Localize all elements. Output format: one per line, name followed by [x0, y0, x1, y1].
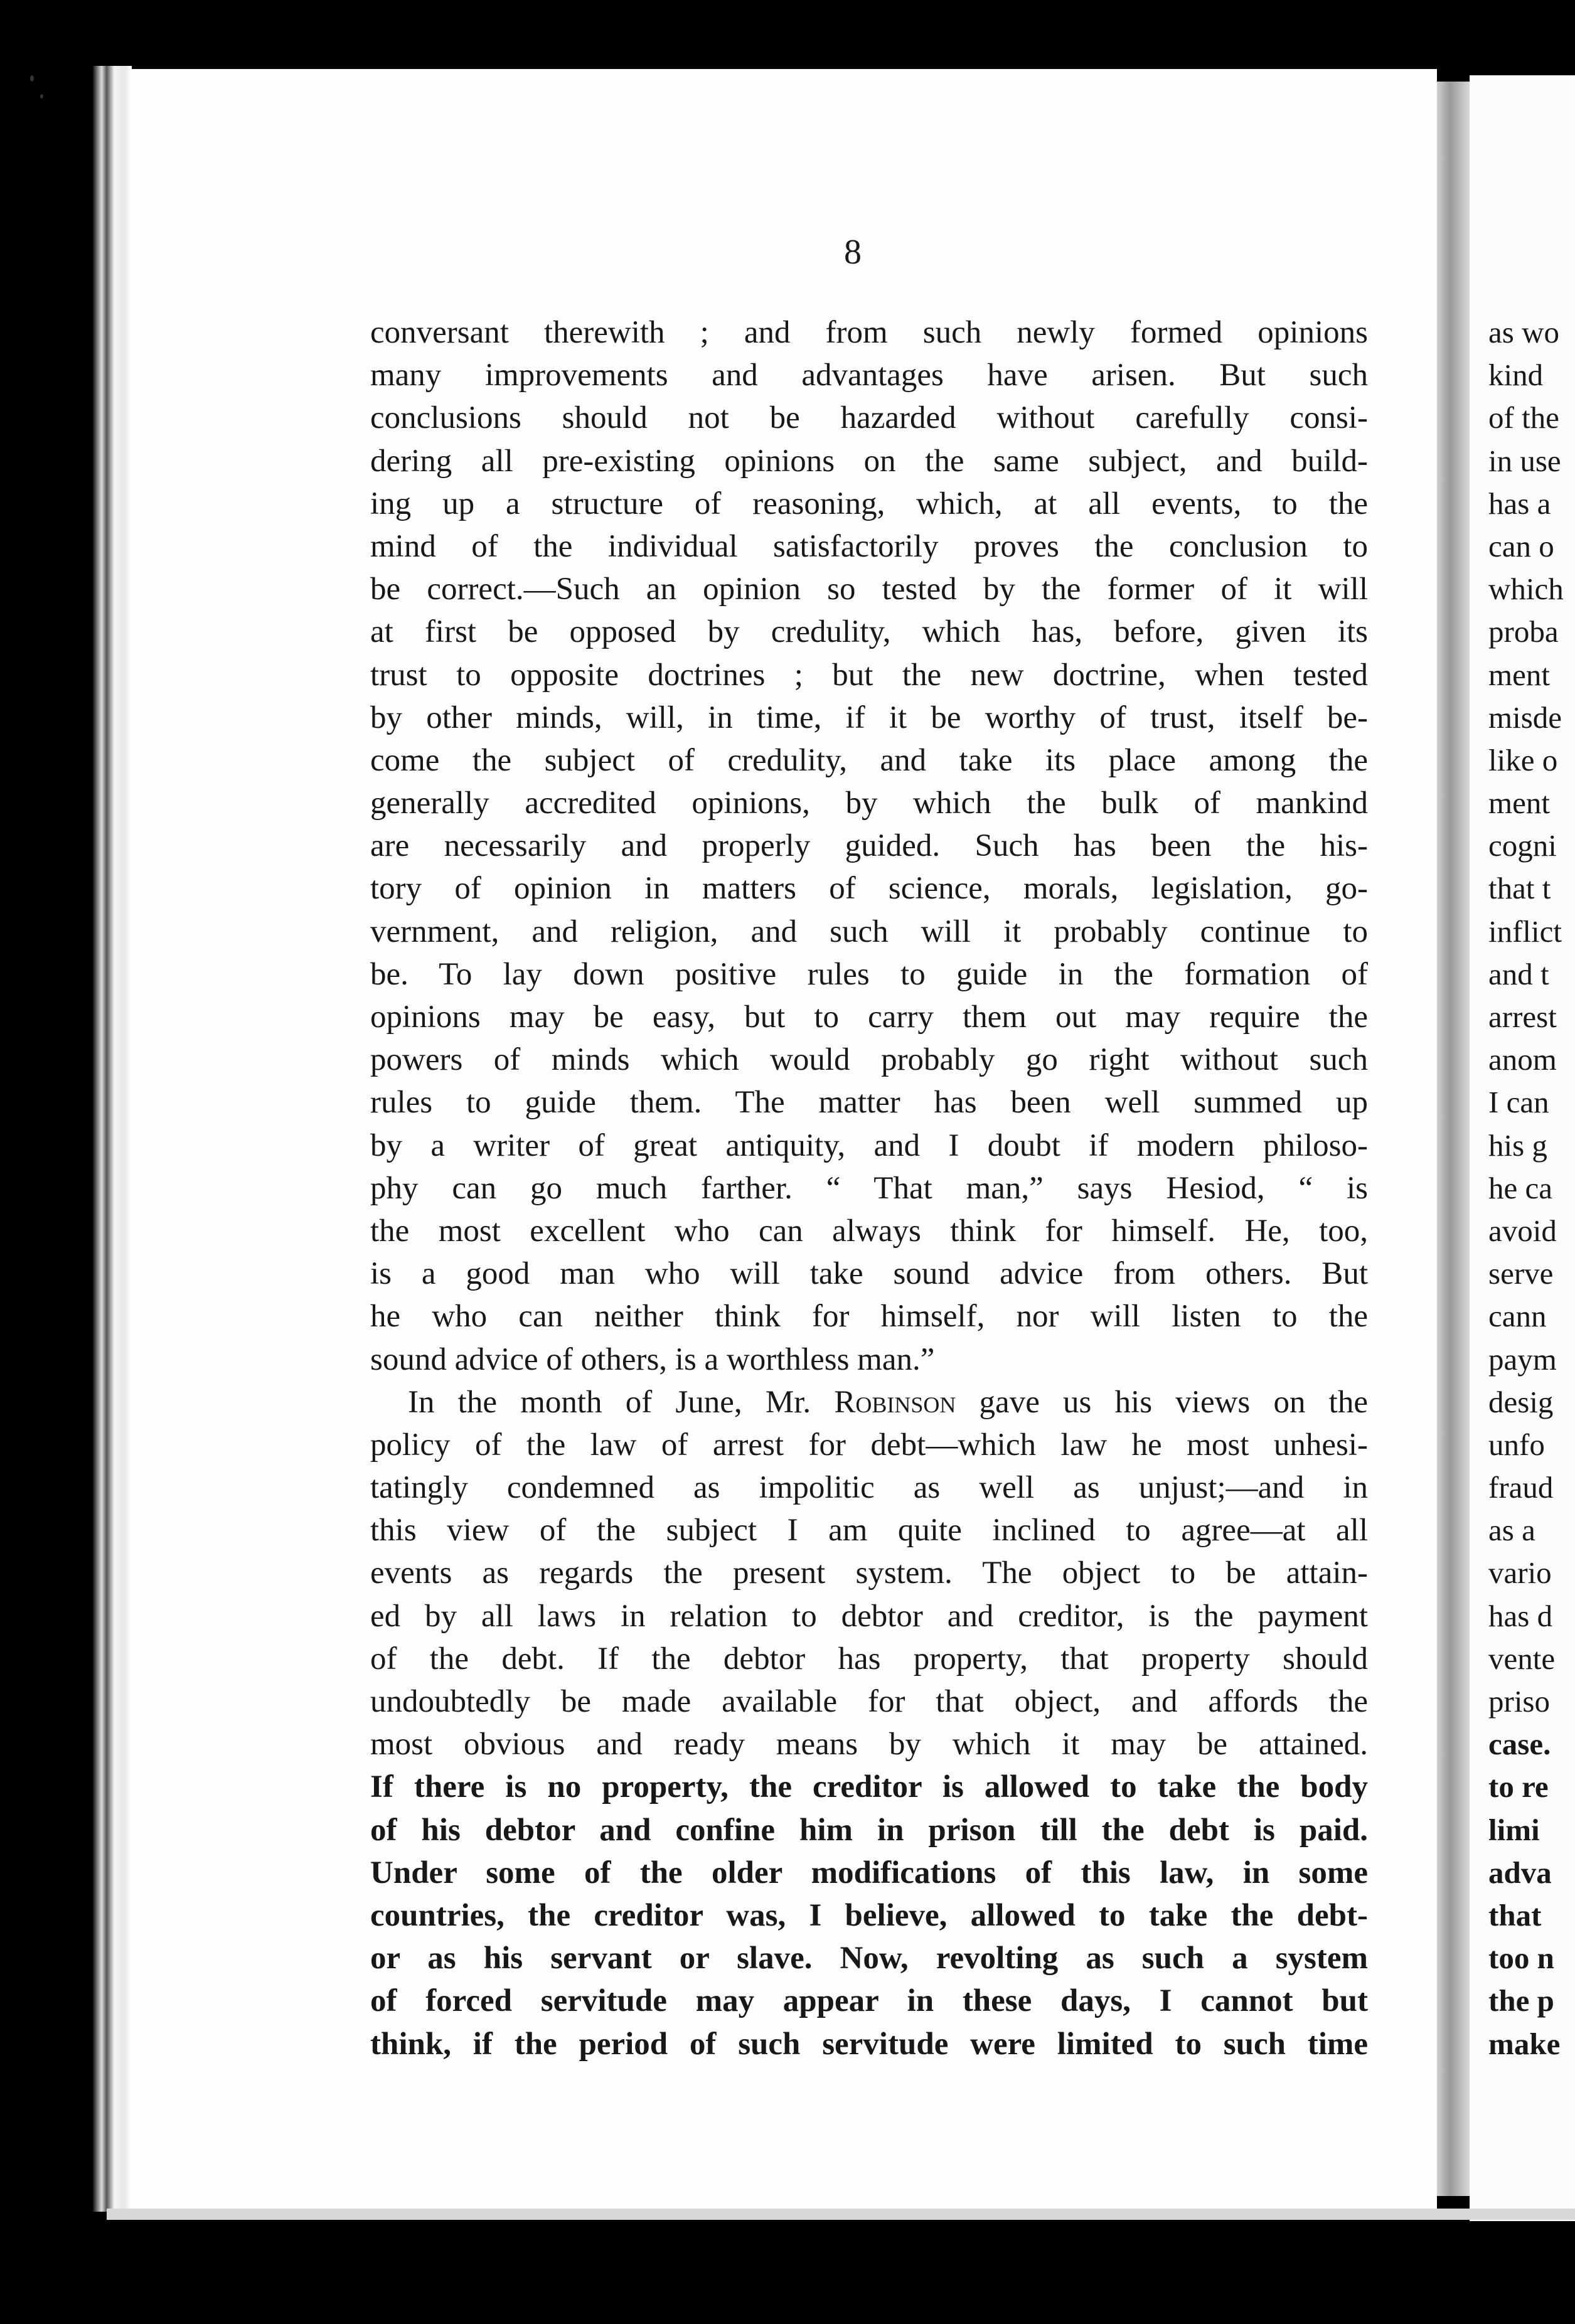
page-binding-edge: [93, 66, 132, 2212]
facing-text-line: the p: [1488, 1983, 1554, 2018]
paragraph-first-line: [370, 1381, 1368, 1424]
facing-text-line: he ca: [1488, 1170, 1552, 1205]
facing-text-line: his g: [1488, 1127, 1547, 1163]
text-line: by a writer of great antiquity, and I doubt if modern philoso-: [370, 1127, 1368, 1163]
text-line: most obvious and ready means by which it may be attained.: [370, 1727, 1368, 1762]
facing-text-line: serve: [1488, 1256, 1554, 1291]
text-line: of the debt. If the debtor has property, that property should: [370, 1641, 1368, 1676]
text-line: be. To lay down positive rules to guide in the formation of: [370, 956, 1368, 992]
text-line: by other minds, will, in time, if it be worthy of trust, itself be-: [370, 700, 1368, 735]
darker-print-zone: [370, 1766, 1368, 2065]
text-line: policy of the law of arrest for debt—which law he most unhesi-: [370, 1427, 1368, 1463]
scan-speck: [40, 94, 43, 99]
facing-text-line: vente: [1488, 1641, 1556, 1676]
facing-text-line: kind: [1488, 358, 1544, 393]
facing-text-line: case.: [1488, 1727, 1551, 1762]
facing-text-line: has a: [1488, 486, 1551, 521]
facing-text-line: in use: [1488, 443, 1561, 478]
text-line: tory of opinion in matters of science, morals, legislation, go-: [370, 871, 1368, 907]
text-line: conclusions should not be hazarded without carefully consi-: [370, 400, 1368, 436]
scan-speck: [30, 75, 34, 82]
text-line: countries, the creditor was, I believe, allowed to take the debt-: [370, 1897, 1368, 1933]
facing-text-line: as wo: [1488, 315, 1559, 349]
facing-text-line: misde: [1488, 700, 1562, 735]
facing-text-line: priso: [1488, 1684, 1550, 1719]
text-line: come the subject of credulity, and take its place among the: [370, 742, 1368, 778]
facing-text-line: like o: [1488, 742, 1558, 777]
text-line: ed by all laws in relation to debtor and creditor, is the payment: [370, 1598, 1368, 1634]
text-line: of his debtor and confine him in prison till the debt is paid.: [370, 1812, 1368, 1848]
text-line: conversant therewith ; and from such newly formed opinions: [370, 315, 1368, 350]
facing-text-line: desig: [1488, 1384, 1554, 1419]
text-line: events as regards the present system. The object to be attain-: [370, 1555, 1368, 1591]
text-line: If there is no property, the creditor is allowed to take the body: [370, 1769, 1368, 1805]
facing-text-line: and t: [1488, 956, 1549, 991]
page-number: 8: [844, 233, 862, 272]
facing-text-line: paym: [1488, 1341, 1557, 1377]
text-line: or as his servant or slave. Now, revolting as such a system: [370, 1941, 1368, 1976]
facing-text-line: which: [1488, 572, 1564, 607]
text-line: powers of minds which would probably go right without such: [370, 1042, 1368, 1078]
text-line: rules to guide them. The matter has been well summed up: [370, 1085, 1368, 1121]
facing-text-line: anom: [1488, 1042, 1557, 1077]
text-line: the most excellent who can always think for himself. He, too,: [370, 1213, 1368, 1249]
person-name: Robinson: [834, 1384, 956, 1420]
facing-text-line: avoid: [1488, 1213, 1557, 1248]
text-line: be correct.—Such an opinion so tested by the former of it will: [370, 572, 1368, 607]
text-line: many improvements and advantages have arisen. But such: [370, 358, 1368, 393]
text-line: tatingly condemned as impolitic as well as unjust;—and in: [370, 1470, 1368, 1506]
text-line: at first be opposed by credulity, which has, before, given its: [370, 614, 1368, 650]
text-line: sound advice of others, is a worthless man.”: [370, 1341, 935, 1377]
text-line: undoubtedly be made available for that object, and affords the: [370, 1684, 1368, 1719]
paragraph-continued: [370, 311, 1368, 1381]
page-gutter: [1437, 82, 1470, 2196]
text-line: of forced servitude may appear in these days, I cannot but: [370, 1983, 1368, 2019]
facing-text-line: limi: [1488, 1812, 1540, 1847]
text-line: think, if the period of such servitude were limited to such time: [370, 2026, 1368, 2062]
facing-text-line: ment: [1488, 786, 1550, 821]
facing-text-line: that: [1488, 1897, 1542, 1932]
facing-text-line: unfo: [1488, 1427, 1545, 1462]
facing-text-line: can o: [1488, 528, 1554, 563]
text-line: Under some of the older modifications of this law, in some: [370, 1855, 1368, 1890]
page-bottom-edge: [107, 2209, 1575, 2220]
facing-text-line: as a: [1488, 1513, 1535, 1548]
facing-text-line: ment: [1488, 657, 1550, 692]
text-line: he who can neither think for himself, nor will listen to the: [370, 1299, 1368, 1335]
facing-text-line: that t: [1488, 871, 1551, 906]
facing-text-line: fraud: [1488, 1470, 1554, 1505]
facing-text-line: inflict: [1488, 914, 1562, 949]
facing-text-line: make: [1488, 2026, 1561, 2061]
text-line: trust to opposite doctrines ; but the new doctrine, when tested: [370, 657, 1368, 693]
facing-text-line: to re: [1488, 1769, 1549, 1804]
facing-text-line: adva: [1488, 1855, 1552, 1890]
body-text: [370, 311, 1368, 2065]
text-line: this view of the subject I am quite inclined to agree—at all: [370, 1513, 1368, 1548]
text-line: vernment, and religion, and such will it probably continue to: [370, 914, 1368, 949]
facing-page-text: [1488, 311, 1564, 2065]
text-line: is a good man who will take sound advice from others. But: [370, 1256, 1368, 1292]
facing-text-line: too n: [1488, 1941, 1554, 1976]
facing-text-line: vario: [1488, 1555, 1552, 1591]
text-line: ing up a structure of reasoning, which, at all events, to the: [370, 486, 1368, 521]
facing-text-line: of the: [1488, 400, 1559, 435]
paragraph-arrest-for-debt: [370, 1381, 1368, 2065]
text-fragment: gave us his views on the: [956, 1384, 1368, 1420]
text-line: opinions may be easy, but to carry them out may require the: [370, 999, 1368, 1035]
facing-text-line: has d: [1488, 1598, 1553, 1633]
text-line: are necessarily and properly guided. Such has been the his-: [370, 828, 1368, 864]
text-line: phy can go much farther. “ That man,” says Hesiod, “ is: [370, 1170, 1368, 1206]
facing-text-line: cogni: [1488, 828, 1557, 863]
facing-text-line: I can: [1488, 1085, 1549, 1120]
text-line: dering all pre-existing opinions on the same subject, and build-: [370, 443, 1368, 479]
text-fragment: In the month of June, Mr.: [408, 1384, 835, 1420]
facing-text-line: cann: [1488, 1299, 1547, 1334]
text-line: mind of the individual satisfactorily proves the conclusion to: [370, 528, 1368, 564]
facing-text-line: proba: [1488, 614, 1559, 649]
text-line: generally accredited opinions, by which the bulk of mankind: [370, 786, 1368, 821]
facing-text-line: arrest: [1488, 999, 1557, 1034]
